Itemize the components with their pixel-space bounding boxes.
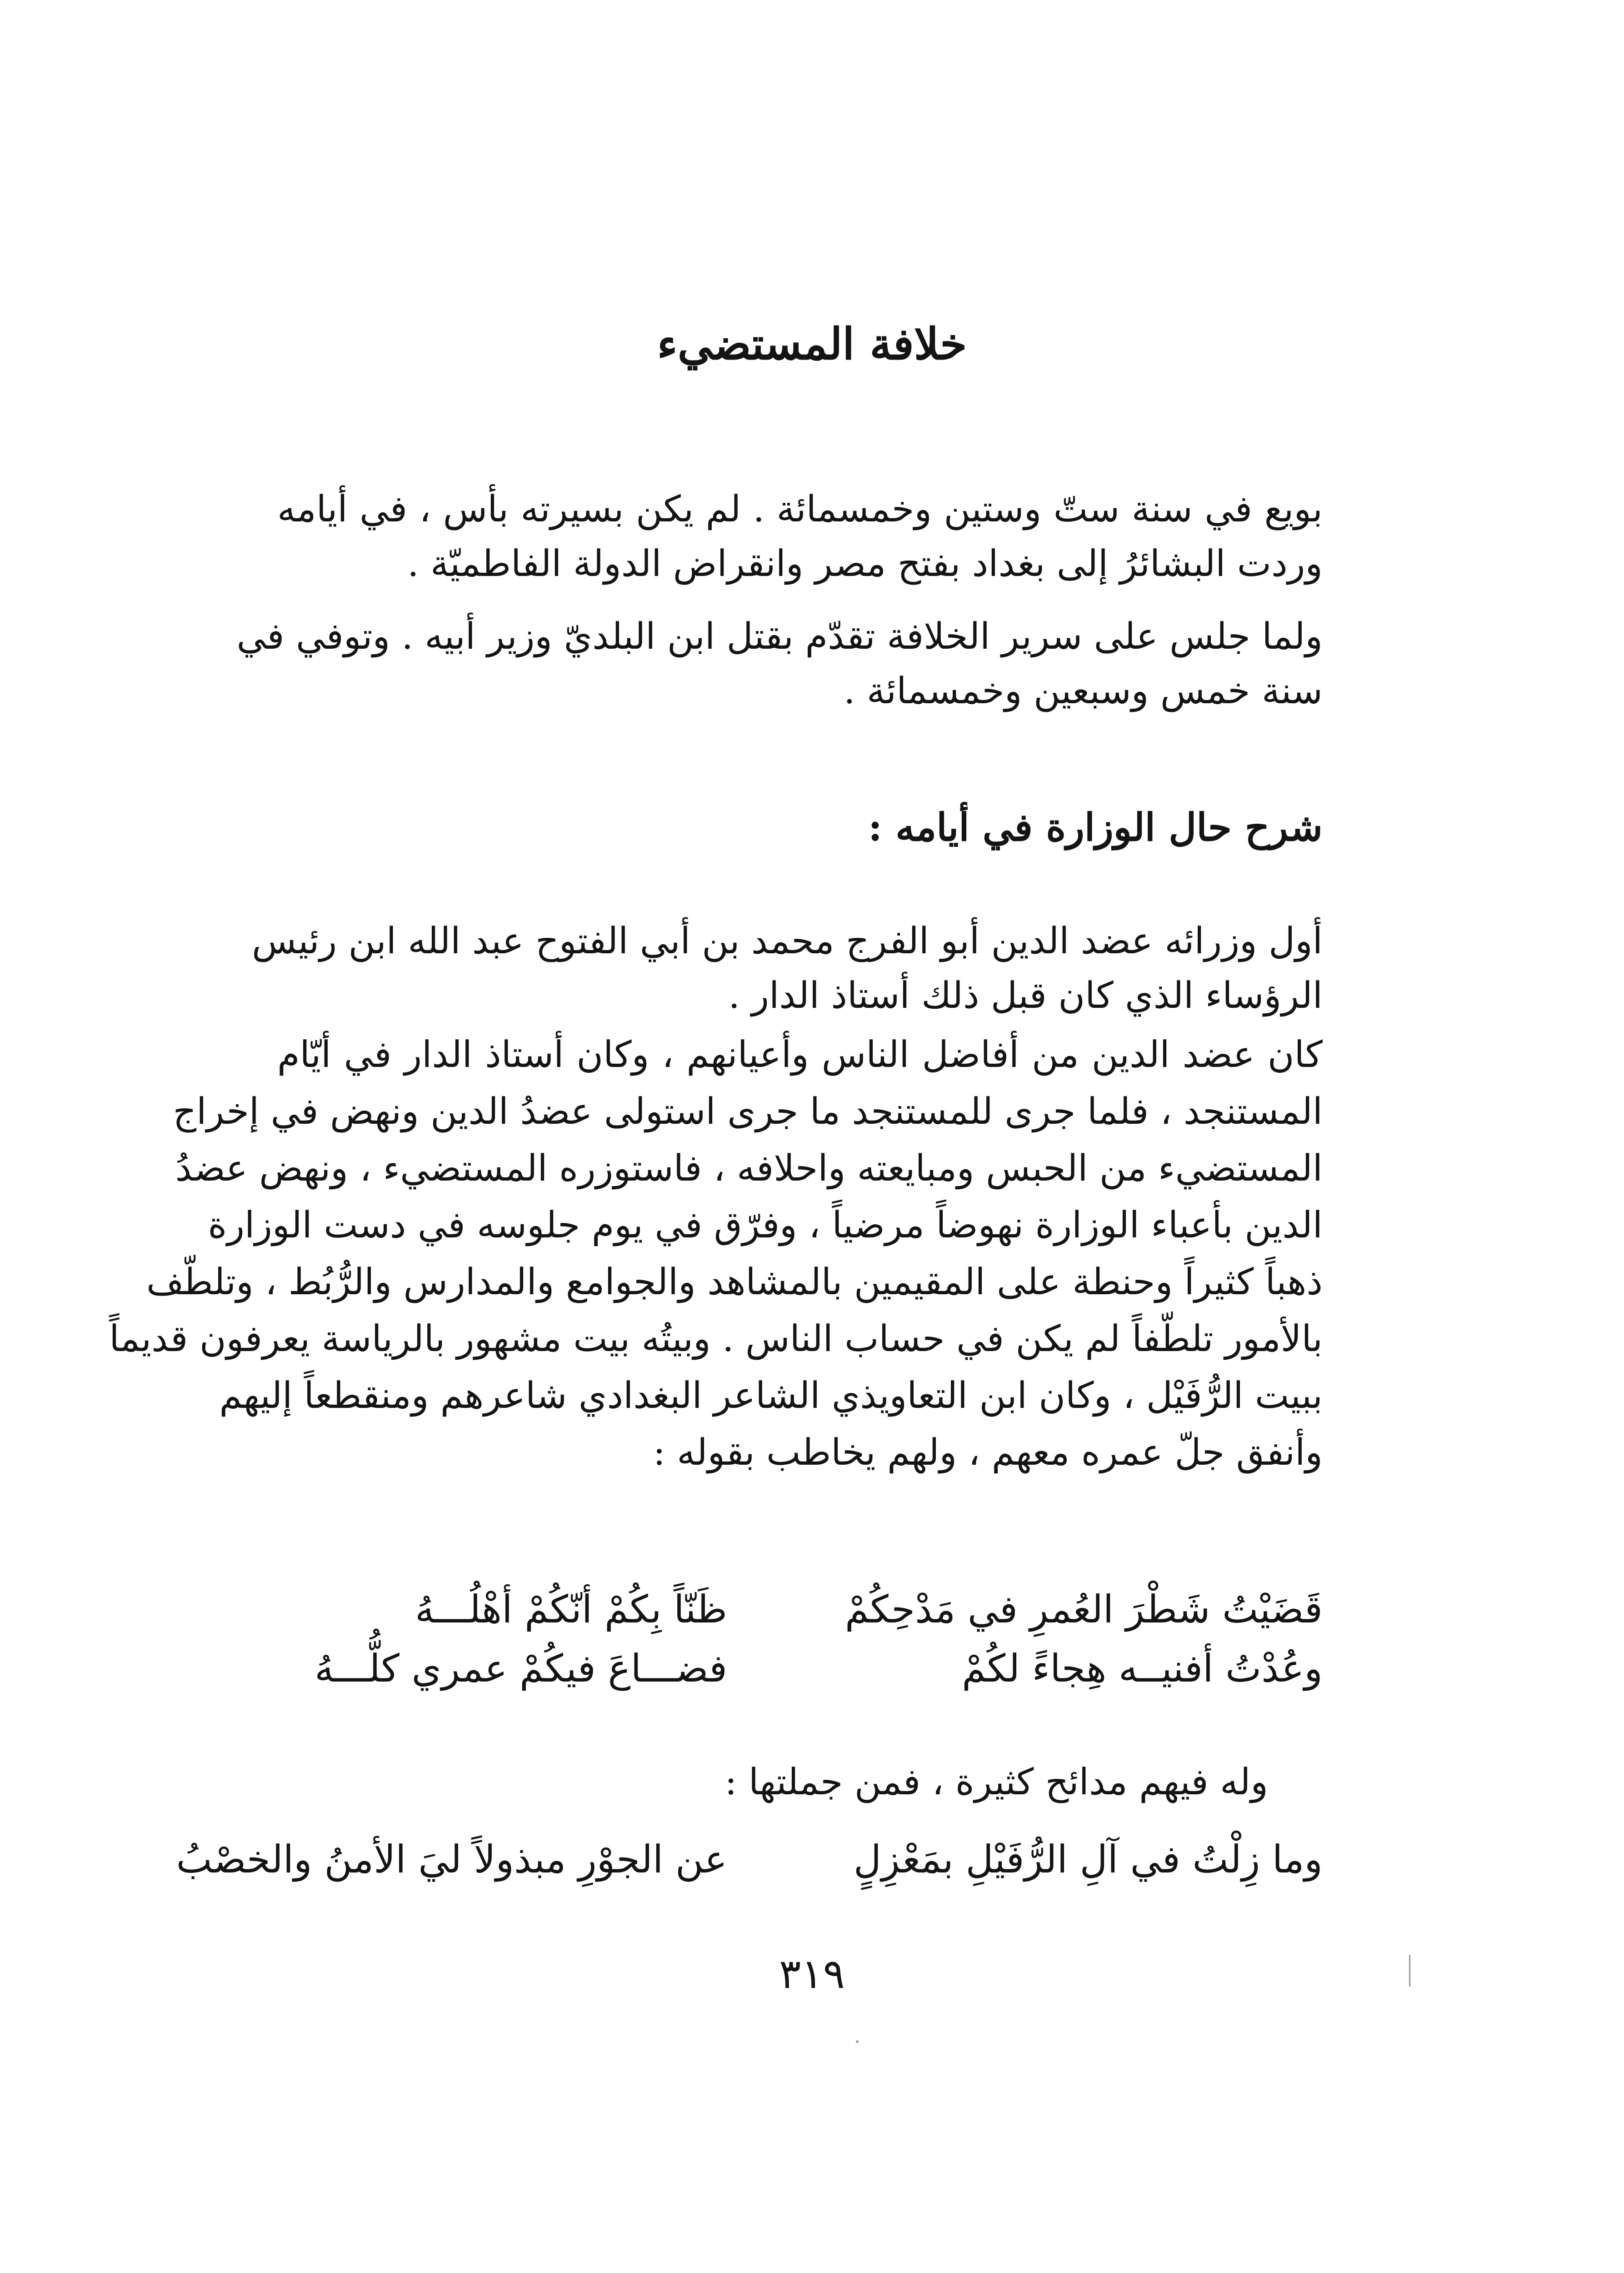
poem-2 — [176, 1832, 1323, 1891]
text-line: وردت البشائرُ إلى بغداد بفتح مصر وانقراض الدولة الفاطميّة . — [407, 542, 1323, 585]
text-line: سنة خمس وسبعين وخمسمائة . — [844, 670, 1323, 712]
text-line: وله فيهم مدائح كثيرة ، فمن جملتها : — [725, 1761, 1268, 1803]
text-line: الدين بأعباء الوزارة نهوضاً مرضياً ، وفرّق في يوم جلوسه في دست الوزارة — [208, 1204, 1323, 1246]
verse-hemistich-second: عن الجوْرِ مبذولاً ليَ الأمنُ والخصْبُ — [176, 1837, 727, 1882]
verse-hemistich-second: ظَنّاً بِكُمْ أنّكُمْ أهْلُـــهُ — [415, 1587, 727, 1632]
text-line: بالأمور تلطّفاً لم يكن في حساب الناس . وبيتُه بيت مشهور بالرياسة يعرفون قديماً — [109, 1317, 1323, 1360]
text-line: ببيت الرُّفَيْل ، وكان ابن التعاويذي الشاعر البغدادي شاعرهم ومنقطعاً إليهم — [219, 1374, 1323, 1417]
verse-hemistich-first: وما زِلْتُ في آلِ الرُّفَيْلِ بمَعْزِلٍ — [853, 1837, 1323, 1882]
text-line: بويع في سنة ستّ وستين وخمسمائة . لم يكن بسيرته بأس ، في أيامه — [277, 488, 1323, 530]
text-line: ولما جلس على سرير الخلافة تقدّم بقتل ابن البلديّ وزير أبيه . وتوفي في — [236, 615, 1323, 657]
section-heading-text: شرح حال الوزارة في أيامه : — [868, 805, 1323, 850]
text-line: كان عضد الدين من أفاضل الناس وأعيانهم ، وكان أستاذ الدار في أيّام — [277, 1033, 1323, 1076]
scan-mark — [1409, 1955, 1410, 1987]
poem-1 — [277, 1582, 1323, 1700]
verse-hemistich-first: قَضَيْتُ شَطْرَ العُمرِ في مَدْحِكُمْ — [844, 1587, 1323, 1632]
text-line: المستضيء من الحبس ومبايعته واحلافه ، فاستوزره المستضيء ، ونهض عضدُ — [175, 1147, 1323, 1189]
paragraph-4 — [109, 1027, 1323, 1482]
paragraph-5 — [277, 1755, 1323, 1809]
text-line: الرؤساء الذي كان قبل ذلك أستاذ الدار . — [728, 974, 1323, 1016]
scan-mark — [856, 2040, 859, 2043]
text-line: ذهباً كثيراً وحنطة على المقيمين بالمشاهد والجوامع والمدارس والرُّبُط ، وتلطّف — [146, 1261, 1323, 1303]
paragraph-1 — [277, 482, 1323, 591]
chapter-title: خلافة المستضيء — [657, 318, 967, 370]
paragraph-3 — [252, 914, 1323, 1023]
page-number: ٣١٩ — [779, 1950, 845, 1998]
text-line: وأنفق جلّ عمره معهم ، ولهم يخاطب بقوله : — [653, 1431, 1323, 1473]
text-line: أول وزرائه عضد الدين أبو الفرج محمد بن أبي الفتوح عبد الله ابن رئيس — [252, 920, 1323, 962]
paragraph-2 — [236, 609, 1323, 718]
section-heading — [277, 800, 1323, 859]
verse-hemistich-first: وعُدْتُ أفنيــه هِجاءً لكُمْ — [962, 1646, 1323, 1691]
text-line: المستنجد ، فلما جرى للمستنجد ما جرى استولى عضدُ الدين ونهض في إخراج — [173, 1090, 1323, 1132]
verse-hemistich-second: فضـــاعَ فيكُمْ عمري كلُّـــهُ — [315, 1646, 727, 1691]
